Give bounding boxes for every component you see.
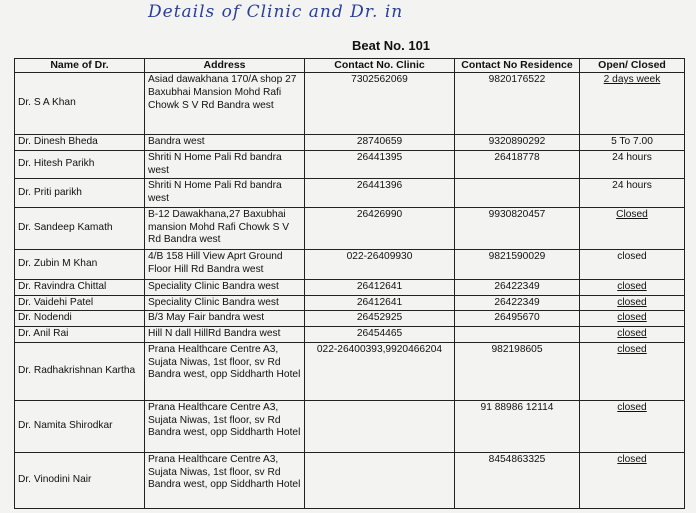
- clinic-contact: [305, 295, 455, 311]
- open-closed-status-text: Closed: [616, 208, 648, 220]
- address: [145, 207, 305, 249]
- open-closed-status: [580, 135, 685, 151]
- doctor-name: [15, 327, 145, 343]
- clinic-contact-text: 022-26400393,9920466204: [316, 343, 443, 355]
- open-closed-status: [580, 249, 685, 279]
- col-header-clinic-contact: Contact No. Clinic: [305, 59, 455, 73]
- open-closed-status: [580, 295, 685, 311]
- doctor-name: [15, 311, 145, 327]
- doctor-name: [15, 73, 145, 135]
- doctor-name-text: Dr. Vinodini Nair: [18, 474, 92, 485]
- open-closed-status-text: closed: [617, 280, 647, 292]
- residence-contact: [455, 452, 580, 508]
- residence-contact: [455, 295, 580, 311]
- residence-contact-text: 9930820457: [488, 208, 546, 220]
- address: [145, 342, 305, 400]
- open-closed-status: [580, 73, 685, 135]
- residence-contact-text: 9320890292: [488, 136, 546, 148]
- open-closed-status-text: closed: [617, 328, 647, 340]
- doctor-name-text: Dr. Dinesh Bheda: [18, 136, 98, 148]
- address: [145, 249, 305, 279]
- doctor-name-text: Dr. Priti parikh: [18, 186, 82, 198]
- doctor-name: [15, 452, 145, 508]
- handwritten-title: Details of Clinic and Dr. in: [148, 2, 404, 22]
- residence-contact: [455, 207, 580, 249]
- clinic-contact-text: 26454465: [356, 328, 403, 340]
- doctor-name: [15, 249, 145, 279]
- doctor-name: [15, 135, 145, 151]
- clinic-contact: [305, 311, 455, 327]
- doctor-name-text: Dr. Anil Rai: [18, 328, 69, 340]
- residence-contact-text: 9821590029: [488, 250, 546, 262]
- address: [145, 400, 305, 452]
- open-closed-status-text: closed: [617, 343, 647, 355]
- open-closed-status-text: closed: [617, 250, 647, 262]
- col-header-name: Name of Dr.: [15, 59, 145, 73]
- doctor-name-text: Dr. Zubin M Khan: [18, 258, 98, 269]
- open-closed-status: [580, 400, 685, 452]
- address: [145, 311, 305, 327]
- residence-contact-text: 26422349: [494, 296, 540, 308]
- address-text: Prana Healthcare Centre A3, Sujata Niwas, 1st floor, sv Rd Bandra west, opp Siddharth Hotel: [148, 453, 301, 491]
- open-closed-status: [580, 207, 685, 249]
- clinic-contact-text: 022-26409930: [346, 250, 413, 262]
- clinic-contact-text: 28740659: [356, 136, 403, 148]
- doctor-name: [15, 179, 145, 208]
- clinic-contact-text: 26412641: [356, 280, 403, 292]
- open-closed-status: [580, 342, 685, 400]
- open-closed-status: [580, 179, 685, 208]
- clinic-contact: [305, 279, 455, 295]
- open-closed-status: [580, 327, 685, 343]
- header-row: [15, 59, 685, 73]
- doctor-name-text: Dr. Hitesh Parikh: [18, 158, 95, 170]
- doctor-name: [15, 207, 145, 249]
- open-closed-status-text: closed: [617, 296, 647, 308]
- open-closed-status-text: 5 To 7.00: [611, 136, 653, 148]
- table-row: [15, 135, 685, 151]
- address-text: 4/B 158 Hill View Aprt Ground Floor Hill Rd Bandra west: [148, 250, 283, 275]
- table-row: [15, 342, 685, 400]
- residence-contact: [455, 150, 580, 179]
- clinic-contact: [305, 135, 455, 151]
- address-text: B/3 May Fair bandra west: [148, 312, 265, 324]
- doctor-name-text: Dr. Radhakrishnan Kartha: [18, 365, 136, 376]
- residence-contact: [455, 73, 580, 135]
- doctor-table: [14, 58, 685, 509]
- address-text: Bandra west: [148, 136, 205, 148]
- residence-contact: [455, 279, 580, 295]
- address-text: Prana Healthcare Centre A3, Sujata Niwas, 1st floor, sv Rd Bandra west, opp Siddharth Hotel: [148, 343, 301, 381]
- doctor-name-text: Dr. Namita Shirodkar: [18, 420, 113, 431]
- col-header-address: Address: [145, 59, 305, 73]
- table-row: [15, 452, 685, 508]
- open-closed-status: [580, 452, 685, 508]
- address: [145, 279, 305, 295]
- residence-contact-text: 26495670: [494, 312, 540, 324]
- address: [145, 73, 305, 135]
- address: [145, 179, 305, 208]
- beat-number: Beat No. 101: [352, 38, 431, 53]
- table-row: [15, 179, 685, 208]
- doctor-name: [15, 150, 145, 179]
- clinic-contact-text: 7302562069: [351, 74, 408, 86]
- table-row: [15, 279, 685, 295]
- open-closed-status-text: closed: [617, 401, 647, 413]
- residence-contact-text: 8454863325: [488, 453, 546, 465]
- doctor-name: [15, 295, 145, 311]
- col-header-residence-contact: Contact No Residence: [455, 59, 580, 73]
- doctor-name-text: Dr. Sandeep Kamath: [18, 222, 113, 233]
- clinic-contact: [305, 207, 455, 249]
- residence-contact: [455, 400, 580, 452]
- address: [145, 150, 305, 179]
- table-row: [15, 295, 685, 311]
- table-row: [15, 207, 685, 249]
- clinic-contact-text: 26452925: [356, 312, 403, 324]
- address-text: Shriti N Home Pali Rd bandra west: [148, 151, 282, 176]
- residence-contact: [455, 249, 580, 279]
- address-text: Asiad dawakhana 170/A shop 27 Baxubhai Mansion Mohd Rafi Chowk S V Rd Bandra west: [148, 74, 297, 111]
- col-header-status: Open/ Closed: [580, 59, 685, 73]
- clinic-contact: [305, 73, 455, 135]
- doctor-name-text: Dr. Nodendi: [18, 312, 72, 324]
- clinic-contact: [305, 400, 455, 452]
- clinic-contact: [305, 452, 455, 508]
- clinic-contact-text: 26412641: [356, 296, 403, 308]
- doctor-name: [15, 342, 145, 400]
- clinic-contact: [305, 249, 455, 279]
- residence-contact-text: 26418778: [494, 151, 540, 163]
- open-closed-status: [580, 150, 685, 179]
- doctor-name-text: Dr. Ravindra Chittal: [18, 280, 107, 292]
- open-closed-status-text: closed: [617, 312, 647, 324]
- address-text: B-12 Dawakhana,27 Baxubhai mansion Mohd Rafi Chowk S V Rd Bandra west: [148, 208, 289, 246]
- address: [145, 295, 305, 311]
- doctor-name-text: Dr. S A Khan: [18, 97, 76, 109]
- residence-contact: [455, 179, 580, 208]
- address-text: Hill N dall HillRd Bandra west: [148, 328, 281, 340]
- doctor-name-text: Dr. Vaidehi Patel: [18, 296, 94, 308]
- residence-contact: [455, 135, 580, 151]
- table-row: [15, 73, 685, 135]
- open-closed-status: [580, 279, 685, 295]
- residence-contact-text: 9820176522: [488, 74, 546, 86]
- clinic-contact: [305, 342, 455, 400]
- address-text: Shriti N Home Pali Rd bandra west: [148, 180, 282, 205]
- address: [145, 327, 305, 343]
- residence-contact: [455, 327, 580, 343]
- open-closed-status-text: 24 hours: [612, 151, 652, 163]
- clinic-contact-text: 26441396: [356, 180, 403, 192]
- address-text: Prana Healthcare Centre A3, Sujata Niwas, 1st floor, sv Rd Bandra west, opp Siddharth Hotel: [148, 401, 301, 439]
- clinic-contact: [305, 327, 455, 343]
- address-text: Speciality Clinic Bandra west: [148, 296, 279, 308]
- doctor-name: [15, 279, 145, 295]
- residence-contact-text: 26422349: [494, 280, 540, 292]
- residence-contact-text: 982198605: [491, 343, 543, 355]
- table-row: [15, 311, 685, 327]
- clinic-contact-text: 26426990: [356, 208, 403, 220]
- doctor-name: [15, 400, 145, 452]
- table-row: [15, 249, 685, 279]
- table-row: [15, 327, 685, 343]
- open-closed-status: [580, 311, 685, 327]
- address: [145, 135, 305, 151]
- clinic-contact: [305, 179, 455, 208]
- address: [145, 452, 305, 508]
- open-closed-status-text: 24 hours: [612, 180, 652, 192]
- residence-contact: [455, 311, 580, 327]
- clinic-contact: [305, 150, 455, 179]
- clinic-contact-text: 26441395: [356, 151, 403, 163]
- residence-contact-text: 91 88986 12114: [480, 401, 554, 413]
- table-row: [15, 150, 685, 179]
- open-closed-status-text: closed: [617, 453, 647, 465]
- address-text: Speciality Clinic Bandra west: [148, 280, 279, 292]
- residence-contact: [455, 342, 580, 400]
- open-closed-status-text: 2 days week: [603, 74, 661, 86]
- table-row: [15, 400, 685, 452]
